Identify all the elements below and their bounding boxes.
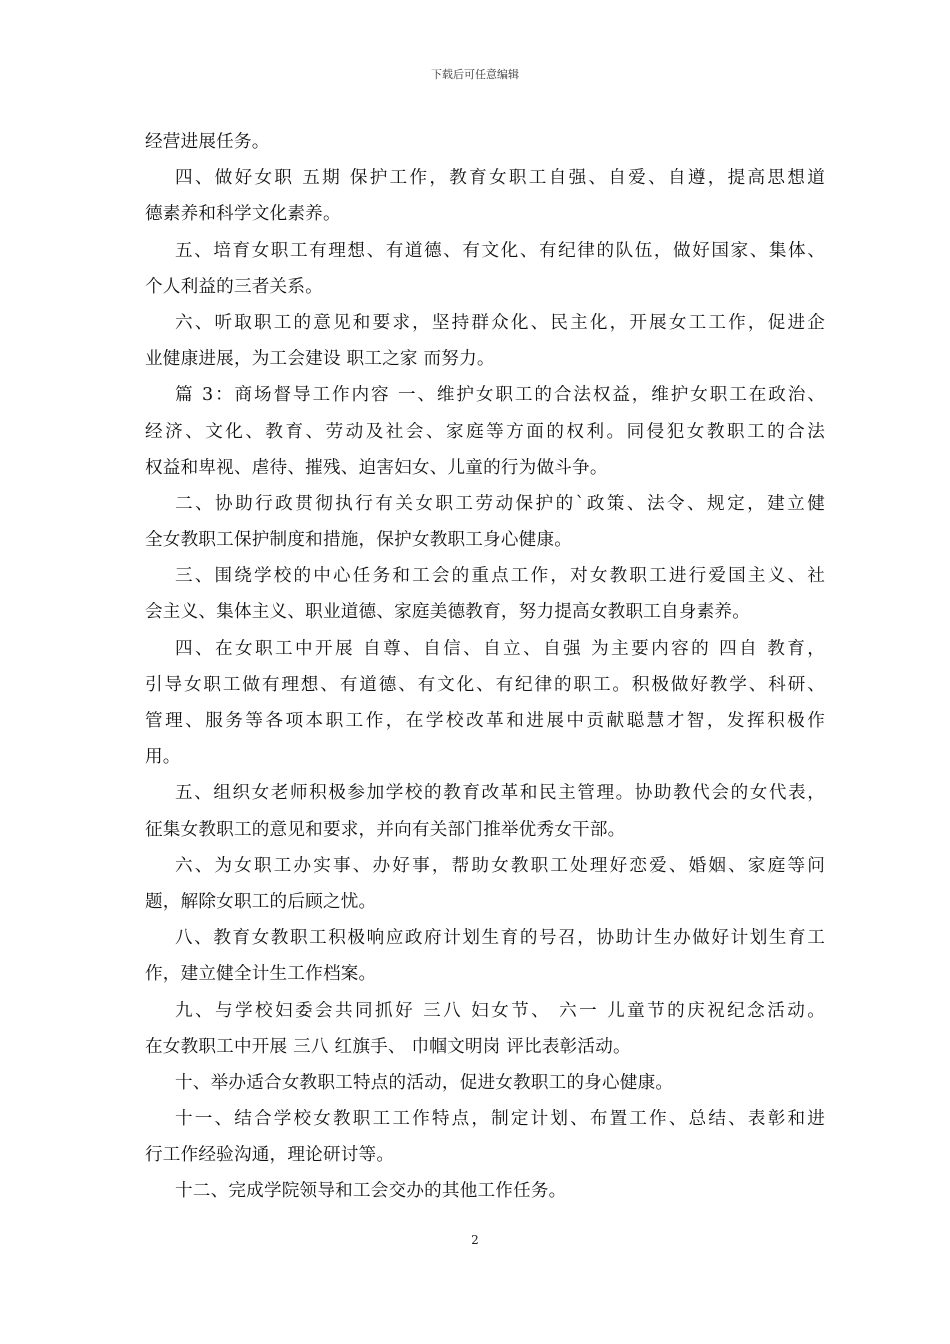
text-line: 经营进展任务。 [145,132,270,152]
text-line: 二、协助行政贯彻执行有关女职工劳动保护的`政策、法令、规定，建立健 [175,493,825,514]
text-line: 全女教职工保护制度和措施，保护女教职工身心健康。 [145,530,573,551]
text-line: 引导女职工做有理想、有道德、有文化、有纪律的职工。积极做好教学、科研、 [145,674,825,695]
text-line: 题，解除女职工的后顾之忧。 [145,891,377,912]
text-line: 四、做好女职 五期 保护工作，教育女职工自强、自爱、自遵，提高思想道 [175,168,825,189]
text-line: 六、听取职工的意见和要求，坚持群众化、民主化，开展女工工作，促进企 [175,312,825,333]
text-line: 会主义、集体主义、职业道德、家庭美德教育，努力提高女教职工自身素养。 [145,602,750,623]
text-line: 五、组织女老师积极参加学校的教育改革和民主管理。协助教代会的女代表， [175,783,825,804]
page-header: 下载后可任意编辑 [431,68,519,81]
text-line: 十、举办适合女教职工特点的活动，促进女教职工的身心健康。 [175,1072,674,1093]
text-line: 篇 3：商场督导工作内容 一、维护女职工的合法权益，维护女职工在政治、 [175,385,825,406]
text-line: 五、培育女职工有理想、有道德、有文化、有纪律的队伍，做好国家、集体、 [175,240,825,261]
text-line: 用。 [145,747,181,768]
text-line: 三、围绕学校的中心任务和工会的重点工作，对女教职工进行爱国主义、社 [175,566,825,587]
page-number: 2 [471,1233,479,1247]
text-line: 四、在女职工中开展 自尊、自信、自立、自强 为主要内容的 四自 教育， [175,638,825,659]
text-line: 业健康进展，为工会建设 职工之家 而努力。 [145,349,495,370]
text-line: 行工作经验沟通，理论研讨等。 [145,1145,395,1166]
text-line: 个人利益的三者关系。 [145,276,323,297]
text-line: 德素养和科学文化素养。 [145,204,341,225]
text-line: 作，建立健全计生工作档案。 [145,964,377,985]
text-line: 六、为女职工办实事、办好事，帮助女教职工处理好恋爱、婚姻、家庭等问 [175,855,825,876]
text-line: 九、与学校妇委会共同抓好 三八 妇女节、 六一 儿童节的庆祝纪念活动。 [175,1000,825,1021]
text-line: 经济、文化、教育、劳动及社会、家庭等方面的权利。同侵犯女教职工的合法 [145,421,825,442]
text-line: 十一、结合学校女教职工工作特点，制定计划、布置工作、总结、表彰和进 [175,1109,825,1130]
text-line: 管理、服务等各项本职工作，在学校改革和进展中贡献聪慧才智，发挥积极作 [145,711,825,731]
text-line: 在女教职工中开展 三八 红旗手、 巾帼文明岗 评比表彰活动。 [145,1036,631,1057]
document-body [145,124,825,1210]
text-line: 征集女教职工的意见和要求，并向有关部门推举优秀女干部。 [145,819,626,840]
text-line: 权益和卑视、虐待、摧残、迫害妇女、儿童的行为做斗争。 [145,457,608,478]
text-line: 十二、完成学院领导和工会交办的其他工作任务。 [175,1181,567,1202]
text-line: 八、教育女教职工积极响应政府计划生育的号召，协助计生办做好计划生育工 [175,928,825,949]
